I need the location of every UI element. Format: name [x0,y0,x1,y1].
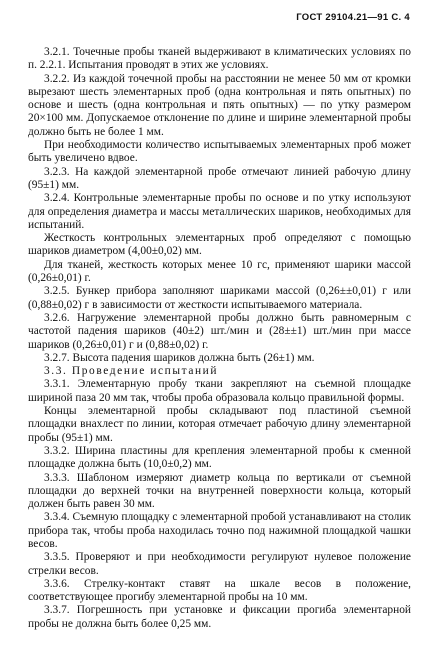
paragraph-3-3-5: 3.3.5. Проверяют и при необходимости регулируют нулевое положение стрелки весов. [28,551,411,577]
paragraph-3-3-2: 3.3.2. Ширина пластины для крепления элементарной пробы к сменной площадке должна быть (10,0±0,2) мм. [28,444,411,471]
paragraph-3-2-2: 3.2.2. Из каждой точечной пробы на расстоянии не менее 50 мм от кромки вырезают шесть элементарных проб (одна контрольная и пять опытных) по основе и шесть (одна контрольная и пять опытных) — по утку размером 20×100 мм. Допускаемое отклонение по длине и ширине элементарной пробы должно быть не более 1 мм. [28,72,411,138]
paragraph: Жесткость контрольных элементарных проб определяют с помощью шариков диаметром (4,00±0,02) мм. [28,232,411,258]
paragraph-3-2-6: 3.2.6. Нагружение элементарной пробы должно быть равномерным с частотой падения шариков (40±2) шт./мин и (28±±1) шт./мин при массе шариков (0,26±0,01) г и (0,88±0,02) г. [28,311,411,351]
paragraph-3-3-6: 3.3.6. Стрелку-контакт ставят на шкале весов в положение, соответствующее прогибу элементарной пробы на 10 мм. [28,577,411,604]
paragraph-3-2-1: 3.2.1. Точечные пробы тканей выдерживают в климатических условиях по п. 2.2.1. Испытания проводят в этих же условиях. [28,46,411,72]
paragraph-3-3-1: 3.3.1. Элементарную пробу ткани закрепляют на съемной площадке шириной паза 20 мм так, чтобы проба образовала кольцо правильной формы. [28,378,411,404]
page-header: ГОСТ 29104.21—91 С. 4 [296,12,410,23]
document-body [28,46,411,631]
paragraph-3-3-3: 3.3.3. Шаблоном измеряют диаметр кольца по вертикали от съемной площадки до верхней точки на внутренней поверхности кольца, который должен быть равен 30 мм. [28,471,411,511]
paragraph-3-2-3: 3.2.3. На каждой элементарной пробе отмечают линией рабочую длину (95±1) мм. [28,165,411,191]
paragraph-3-2-5: 3.2.5. Бункер прибора заполняют шариками массой (0,26±±0,01) г или (0,88±0,02) г в зависимости от жесткости испытываемого материала. [28,285,411,311]
paragraph-3-2-4: 3.2.4. Контрольные элементарные пробы по основе и по утку используют для определения диаметра и массы металлических шариков, необходимых для испытаний. [28,192,411,231]
paragraph: Концы элементарной пробы складывают под пластиной съемной площадки внахлест по линии, которая отмечает рабочую длину элементарной пробы (95±1) мм. [28,405,411,444]
section-heading: 3.3. Проведение испытаний [44,365,219,378]
paragraph: При необходимости количество испытываемых элементарных проб может быть увеличено вдвое. [28,139,411,165]
paragraph-3-3-4: 3.3.4. Съемную площадку с элементарной пробой устанавливают на столик прибора так, чтобы проба находилась точно под нажимной площадкой чашки весов. [28,511,411,550]
paragraph: Для тканей, жесткость которых менее 10 гс, применяют шарики массой (0,26±0,01) г. [28,258,411,285]
paragraph-3-3-7: 3.3.7. Погрешность при установке и фиксации прогиба элементарной пробы не должна быть более 0,25 мм. [28,604,411,630]
paragraph-3-2-7: 3.2.7. Высота падения шариков должна быть (26±1) мм. [44,351,315,364]
